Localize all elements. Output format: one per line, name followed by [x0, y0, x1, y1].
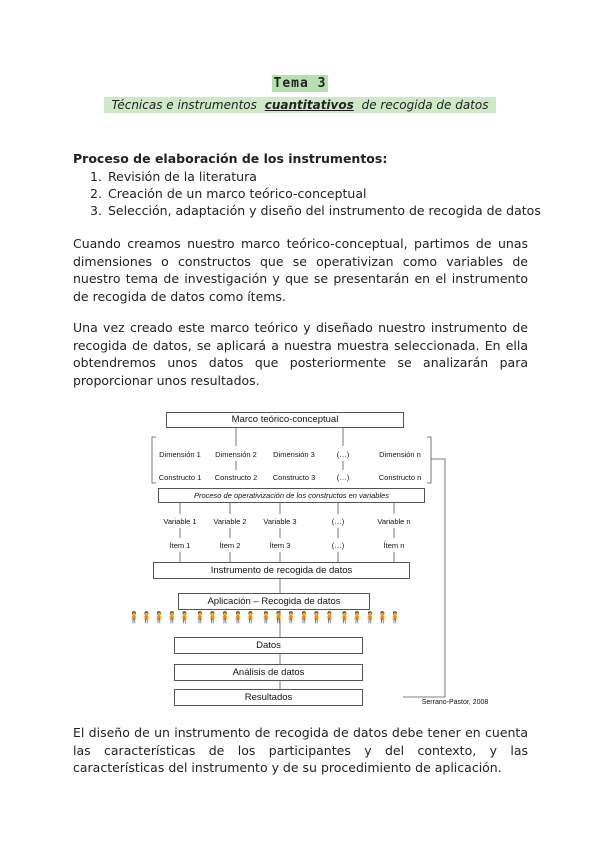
datos-box: Datos: [174, 637, 363, 654]
paragraph-3: El diseño de un instrumento de recogida de datos debe tener en cuenta las características de los participantes y del contexto, y las características del instrumento y de su procedimiento de aplicación.: [73, 725, 528, 775]
resultados-box: Resultados: [174, 689, 363, 706]
construct-label: Constructo 2: [214, 473, 258, 482]
variable-label: Variable 1: [163, 517, 197, 526]
variable-label: Variable 2: [213, 517, 247, 526]
instrumento-box: Instrumento de recogida de datos: [153, 562, 410, 579]
construct-label: Constructo 3: [272, 473, 316, 482]
dimension-label: Dimensión 1: [159, 450, 201, 459]
variable-label: Variable n: [377, 517, 411, 526]
paragraph-1: Cuando creamos nuestro marco teórico-conceptual, partimos de unas dimensiones o constructos que se operativizan como variables de nuestro tema de investigación y que se presentarán en el instrumento de recogida de datos como ítems.: [73, 236, 528, 304]
construct-label: (…): [336, 473, 350, 482]
dimension-label: Dimensión 3: [273, 450, 315, 459]
item-label: (…): [331, 541, 345, 550]
list-item: 1. Revisión de la literatura: [90, 169, 257, 184]
item-label: Ítem 3: [269, 541, 291, 550]
dimension-label: Dimensión n: [379, 450, 421, 459]
item-label: Ítem n: [383, 541, 405, 550]
source-citation: Serrano-Pastor, 2008: [421, 699, 489, 706]
subtitle-pre: Técnicas e instrumentos: [108, 97, 265, 113]
person-group-icon: 🧍🧍🧍🧍🧍 🧍🧍🧍🧍🧍 🧍🧍🧍🧍🧍🧍 🧍🧍🧍🧍🧍: [127, 611, 402, 624]
construct-label: Constructo n: [378, 473, 422, 482]
aplicacion-box: Aplicación – Recogida de datos: [178, 593, 370, 610]
list-item: 2. Creación de un marco teórico-conceptual: [90, 186, 367, 201]
section-heading: Proceso de elaboración de los instrumentos:: [73, 151, 388, 166]
item-label: Ítem 2: [219, 541, 241, 550]
variable-label: (…): [331, 517, 345, 526]
dimension-label: (…): [336, 450, 350, 459]
paragraph-2: Una vez creado este marco teórico y diseñado nuestro instrumento de recogida de datos, se aplicará a nuestra muestra seleccionada. En ella obtendremos unos datos que posteriormente se analizarán para proporcionar unos resultados.: [73, 320, 528, 388]
analisis-box: Análisis de datos: [174, 664, 363, 681]
item-label: Ítem 1: [169, 541, 191, 550]
list-item: 3. Selección, adaptación y diseño del instrumento de recogida de datos: [90, 203, 541, 218]
marco-box: Marco teórico-conceptual: [166, 412, 404, 428]
variable-label: Variable 3: [263, 517, 297, 526]
dimension-label: Dimensión 2: [215, 450, 257, 459]
subtitle-bold: cuantitativos: [264, 98, 354, 112]
construct-label: Constructo 1: [158, 473, 202, 482]
subtitle-post: de recogida de datos: [354, 97, 493, 113]
operativizacion-box: Proceso de operativización de los constructos en variables: [158, 488, 425, 503]
topic-label: Tema 3: [273, 76, 327, 91]
